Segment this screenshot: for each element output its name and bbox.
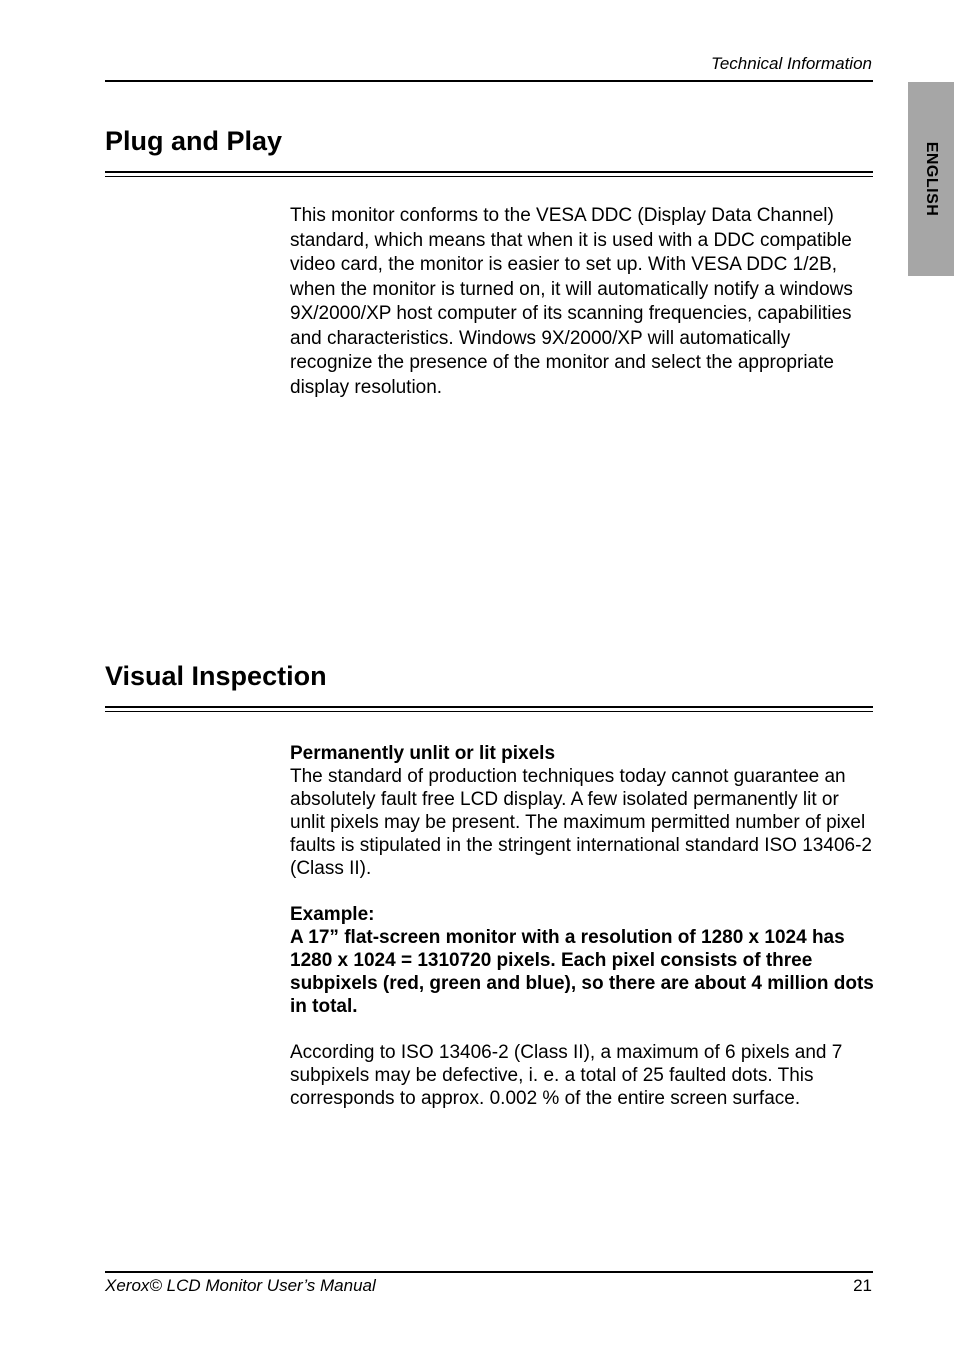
language-tab (908, 82, 954, 276)
pixels-paragraph: The standard of production techniques today cannot guarantee an absolutely fault free LCD display. A few isolated permanently lit or unlit pixels may be present. The maximum permitted number of pixel faults is stipulated in the stringent international standard ISO 13406-2 (Class II). (290, 766, 872, 879)
example-label: Example: (290, 904, 375, 925)
footer-manual-title: Xerox© LCD Monitor User’s Manual (105, 1276, 376, 1295)
page-number: 21 (853, 1276, 872, 1295)
footer-rule (105, 1271, 873, 1273)
plug-and-play-body (290, 204, 874, 400)
section-title-plug-and-play: Plug and Play (105, 126, 283, 156)
running-header: Technical Information (711, 54, 872, 73)
section-rule-visual-inspection (105, 706, 873, 712)
visual-inspection-body (290, 742, 874, 1110)
language-tab-label: ENGLISH (923, 141, 940, 217)
header-rule (105, 80, 873, 82)
example-text: A 17” flat-screen monitor with a resolution of 1280 x 1024 has 1280 x 1024 = 1310720 pixels. Each pixel consists of three subpixels (red, green and blue), so there are about 4 million dots in total. (290, 927, 874, 1017)
iso-paragraph: According to ISO 13406-2 (Class II), a maximum of 6 pixels and 7 subpixels may be defective, i. e. a total of 25 faulted dots. This corresponds to approx. 0.002 % of the entire screen surface. (290, 1042, 843, 1109)
pixels-subheading: Permanently unlit or lit pixels (290, 743, 556, 764)
section-title-visual-inspection: Visual Inspection (105, 661, 327, 691)
section-rule-plug-and-play (105, 171, 873, 177)
plug-and-play-paragraph: This monitor conforms to the VESA DDC (Display Data Channel) standard, which means that when it is used with a DDC compatible video card, the monitor is easier to set up. With VESA DDC 1/2B, when the monitor is turned on, it will automatically notify a windows 9X/2000/XP host computer of its scanning frequencies, capabilities and characteristics. Windows 9X/2000/XP will automatically recognize the presence of the monitor and select the appropriate display resolution. (290, 205, 853, 398)
